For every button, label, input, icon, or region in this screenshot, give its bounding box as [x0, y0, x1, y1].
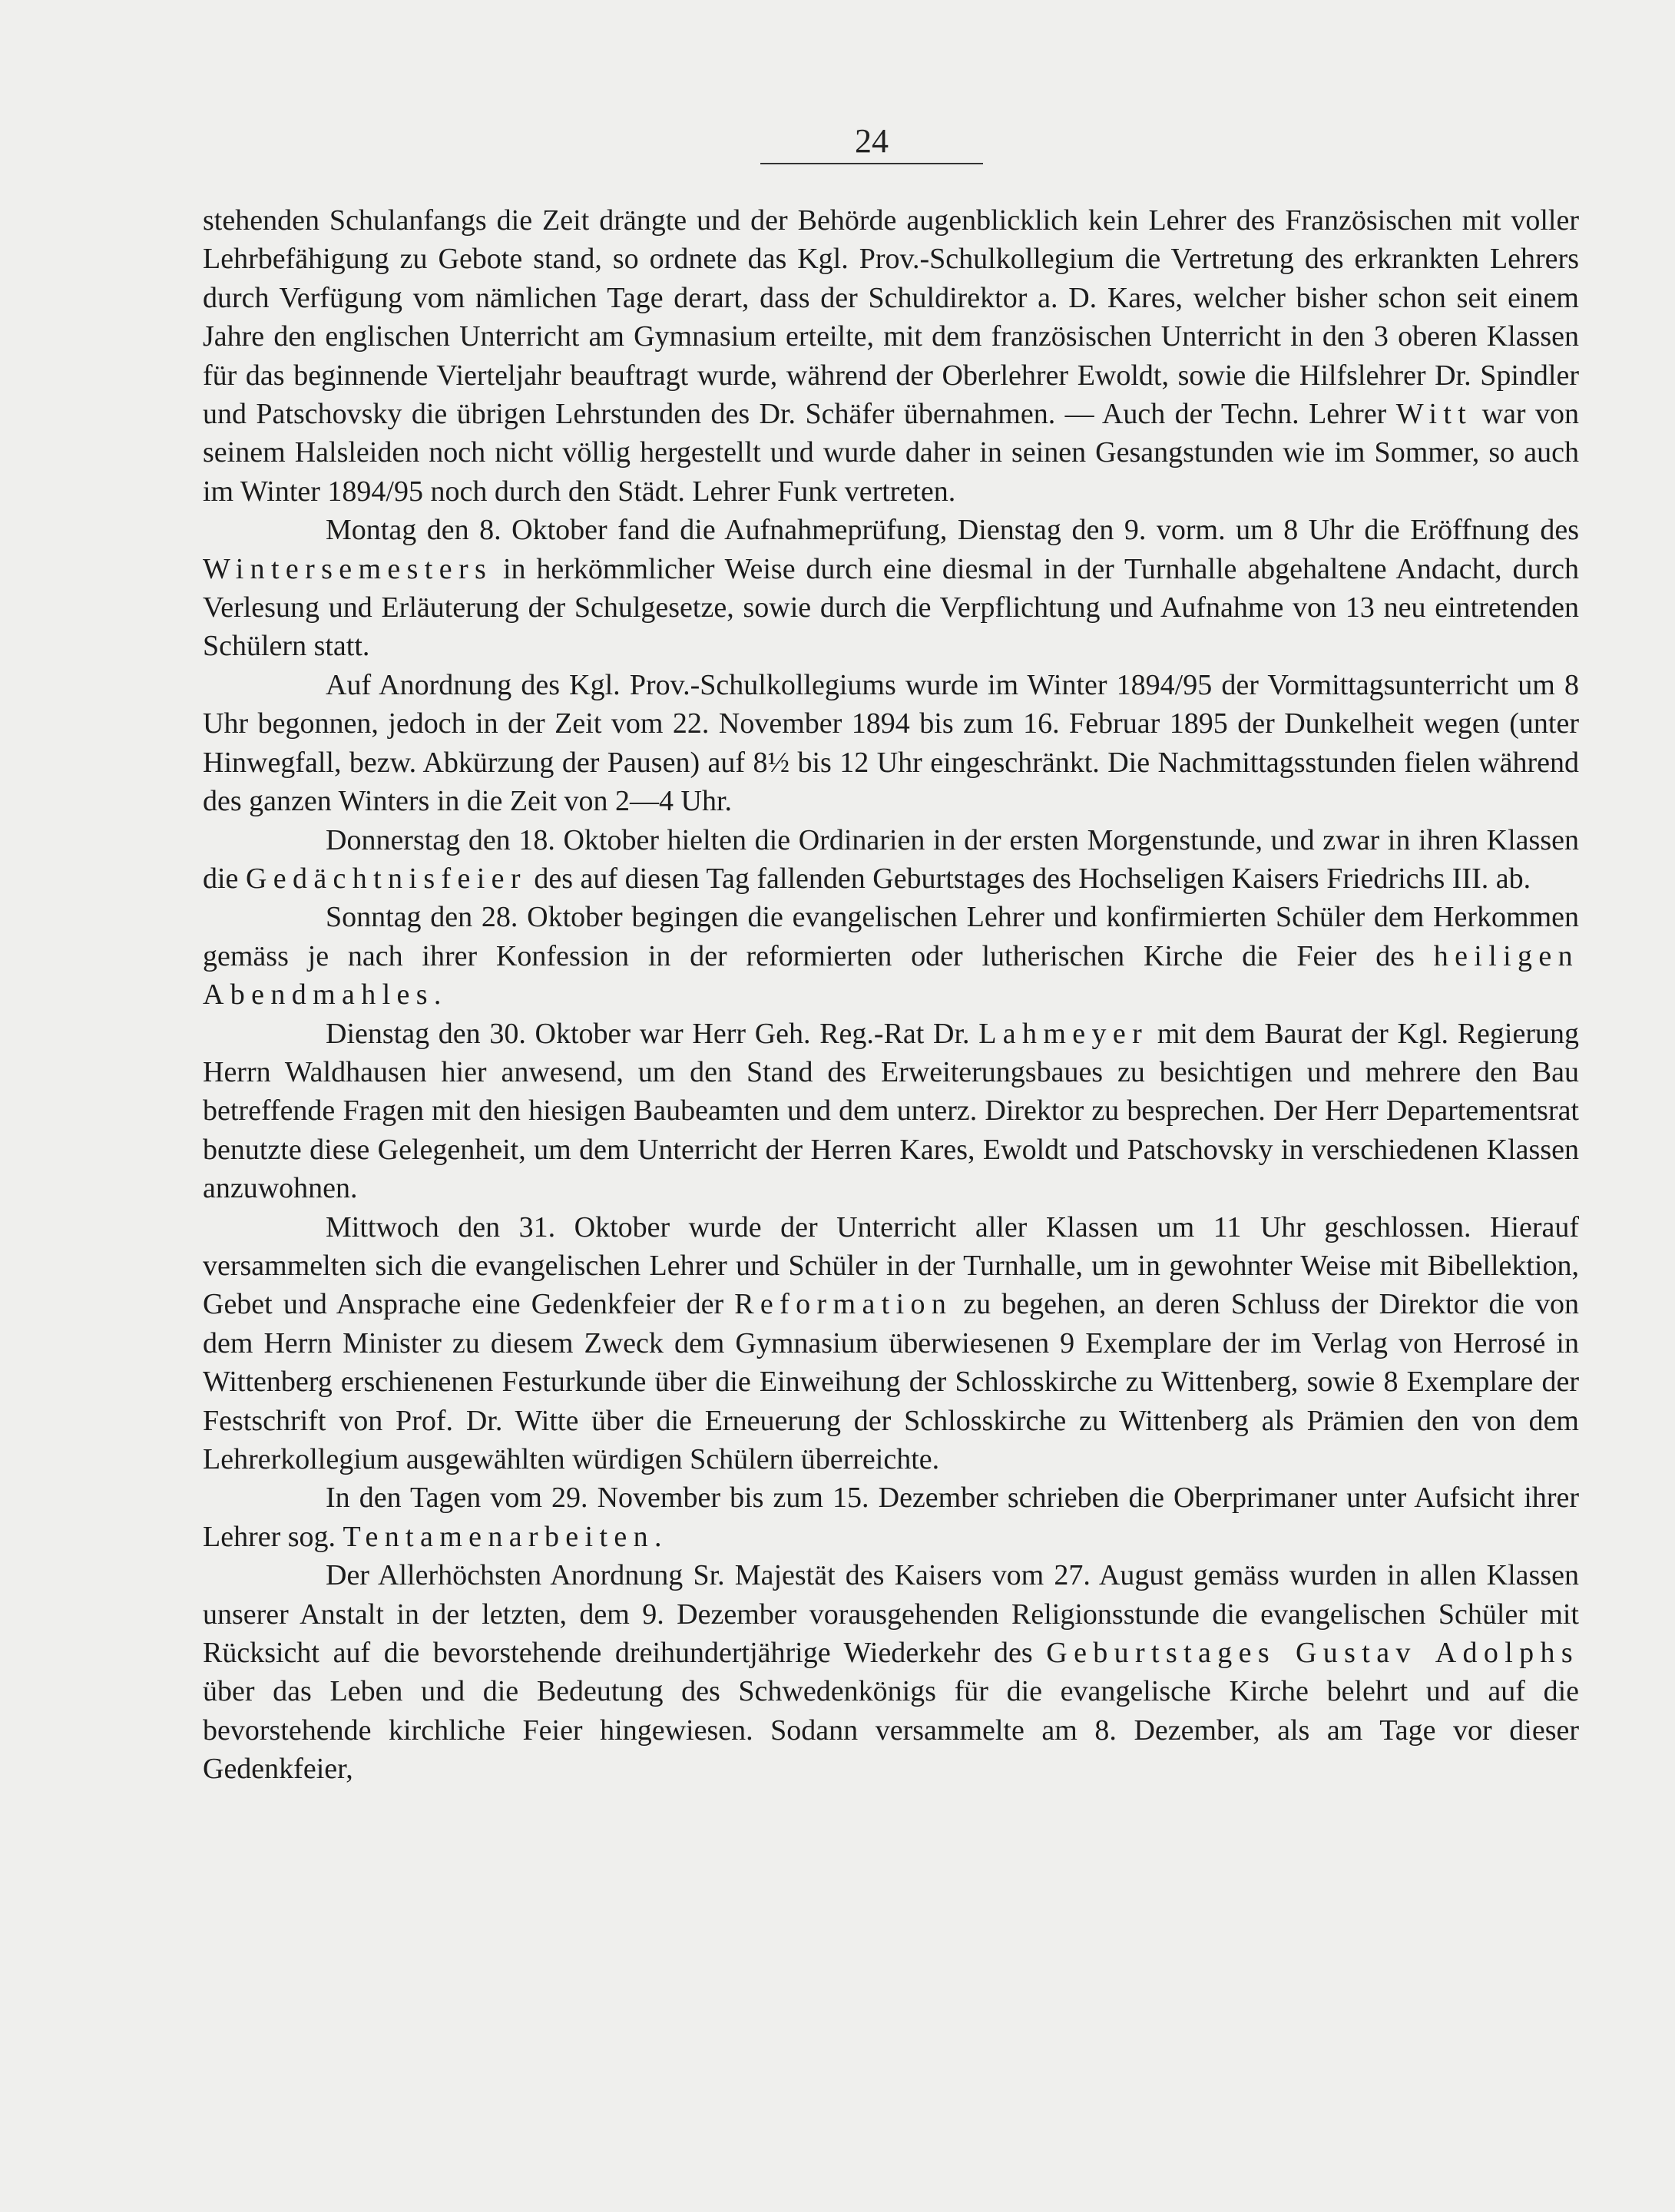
- paragraph: [203, 1208, 1579, 1479]
- spaced-emphasis: Tentamenarbeiten: [343, 1520, 654, 1553]
- page-number: 24: [855, 122, 889, 160]
- text-segment: über das Leben und die Bedeutung des Schwedenkönigs für die evangelische Kirche belehrt und auf die bevorstehende kirchliche Feier hingewiesen. Sodann versammelte am 8. Dezember, als am Tage vor dieser Gedenkfeier,: [203, 1675, 1579, 1786]
- text-segment: Der Allerhöchsten Anordnung Sr. Majestät des Kaisers vom 27. August gemäss wurden in allen Klassen unserer Anstalt in der letzten, dem 9. Dezember vorausgehenden Religionsstunde die evangelischen Schüler mit Rücksicht auf die bevorstehende dreihundertjährige Wiederkehr des: [203, 1559, 1579, 1670]
- text-segment: .: [654, 1520, 662, 1553]
- paragraph: [203, 1479, 1579, 1556]
- text-segment: Donnerstag den 18. Oktober hielten die Ordinarien in der ersten Morgenstunde, und zwar in ihren Klassen die: [203, 823, 1579, 895]
- spaced-emphasis: Wintersemesters: [203, 552, 493, 585]
- text-segment: .: [433, 979, 442, 1012]
- paragraph: [203, 821, 1579, 899]
- text-segment: Auf Anordnung des Kgl. Prov.-Schulkollegiums wurde im Winter 1894/95 der Vormittagsunterricht um 8 Uhr begonnen, jedoch in der Zeit vom 22. November 1894 bis zum 16. Februar 1895 der Dunkelheit wegen (unter Hinwegfall, bezw. Abkürzung der Pausen) auf 8½ bis 12 Uhr eingeschränkt. Die Nachmittagsstunden fielen während des ganzen Winters in die Zeit von 2—4 Uhr.: [203, 668, 1579, 818]
- body-text: [203, 201, 1579, 1789]
- text-segment: des auf diesen Tag fallenden Geburtstages des Hochseligen Kaisers Friedrichs III. ab.: [526, 862, 1531, 895]
- paragraph: [203, 511, 1579, 666]
- text-segment: Mittwoch den 31. Oktober wurde der Unterricht aller Klassen um 11 Uhr geschlossen. Hierauf versammelten sich die evangelischen Lehrer und Schüler in der Turnhalle, um in gewohnter Weise mit Bibellektion, Gebet und Ansprache eine Gedenkfeier der: [203, 1210, 1579, 1321]
- spaced-emphasis: Reformation: [734, 1288, 953, 1321]
- spaced-emphasis: Geburtstages Gustav Adolphs: [1046, 1637, 1580, 1670]
- paragraph: [203, 1015, 1579, 1208]
- paragraph: [203, 201, 1579, 511]
- text-segment: stehenden Schulanfangs die Zeit drängte und der Behörde augenblicklich kein Lehrer des Französischen mit voller Lehrbefähigung zu Gebote stand, so ordnete das Kgl. Prov.-Schulkollegium die Vertretung des erkrankten Lehrers durch Verfügung vom nämlichen Tage derart, dass der Schuldirektor a. D. Kares, welcher bisher schon seit einem Jahre den englischen Unterricht am Gymnasium erteilte, mit dem französischen Unterricht in den 3 oberen Klassen für das beginnende Vierteljahr beauftragt wurde, während der Oberlehrer Ewoldt, sowie die Hilfslehrer Dr. Spindler und Patschovsky die übrigen Lehrstunden des Dr. Schäfer übernahmen. — Auch der Techn. Lehrer: [203, 204, 1579, 431]
- text-segment: Sonntag den 28. Oktober begingen die evangelischen Lehrer und konfirmierten Schüler dem Herkommen gemäss je nach ihrer Konfession in der reformierten oder lutherischen Kirche die Feier des: [203, 901, 1579, 972]
- page-header: [760, 121, 983, 164]
- paragraph: [203, 898, 1579, 1014]
- text-segment: mit dem Baurat der Kgl. Regierung Herrn Waldhausen hier anwesend, um den Stand des Erweiterungsbaues zu besichtigen und mehrere den Bau betreffende Fragen mit den hiesigen Baubeamten und dem unterz. Direktor zu besprechen. Der Herr Departementsrat benutzte diese Gelegenheit, um dem Unterricht der Herren Kares, Ewoldt und Patschovsky in verschiedenen Klassen anzuwohnen.: [203, 1017, 1579, 1205]
- spaced-emphasis: heiligen Abendmahles: [203, 939, 1579, 1012]
- text-segment: Dienstag den 30. Oktober war Herr Geh. Reg.-Rat Dr.: [326, 1017, 979, 1050]
- spaced-emphasis: Gedächtnisfeier: [245, 862, 527, 895]
- text-segment: Montag den 8. Oktober fand die Aufnahmeprüfung, Dienstag den 9. vorm. um 8 Uhr die Eröffnung des: [326, 514, 1579, 547]
- text-segment: war von seinem Halsleiden noch nicht völlig hergestellt und wurde daher in seinen Gesangstunden wie im Sommer, so auch im Winter 1894/95 noch durch den Städt. Lehrer Funk vertreten.: [203, 398, 1579, 508]
- paragraph: [203, 666, 1579, 821]
- spaced-emphasis: Lahmeyer: [978, 1017, 1149, 1050]
- text-segment: In den Tagen vom 29. November bis zum 15. Dezember schrieben die Oberprimaner unter Aufsicht ihrer Lehrer sog.: [203, 1482, 1579, 1553]
- spaced-emphasis: Witt: [1395, 398, 1473, 431]
- header-rule: [760, 163, 983, 164]
- text-segment: zu begehen, an deren Schluss der Direktor die von dem Herrn Minister zu diesem Zweck dem Gymnasium überwiesenen 9 Exemplare der im Verlag von Herrosé in Wittenberg erschienenen Festurkunde über die Einweihung der Schlosskirche zu Wittenberg, sowie 8 Exemplare der Festschrift von Prof. Dr. Witte über die Erneuerung der Schlosskirche zu Wittenberg als Prämien den von dem Lehrerkollegium ausgewählten würdigen Schülern überreichte.: [203, 1288, 1580, 1475]
- text-segment: in herkömmlicher Weise durch eine diesmal in der Turnhalle abgehaltene Andacht, durch Verlesung und Erläuterung der Schulgesetze, sowie durch die Verpflichtung und Aufnahme von 13 neu eintretenden Schülern statt.: [203, 552, 1579, 663]
- paragraph: [203, 1556, 1579, 1788]
